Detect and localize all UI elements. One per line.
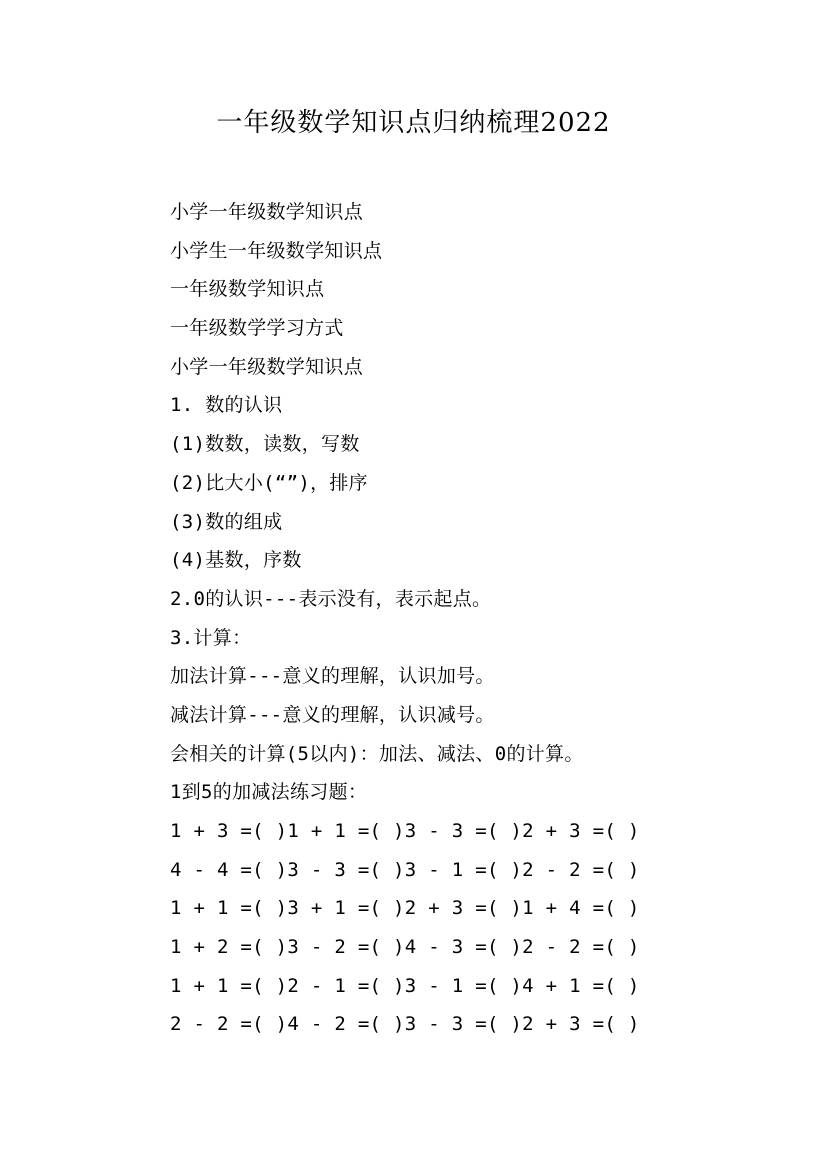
exercise-row: 1 + 1 =( )3 + 1 =( )2 + 3 =( )1 + 4 =( ): [170, 897, 640, 920]
body-line: 2.0的认识---表示没有，表示起点。: [170, 587, 492, 610]
section-heading: 小学一年级数学知识点: [170, 355, 364, 378]
body-line: 3.计算：: [170, 626, 252, 649]
body-line: 1. 数的认识: [170, 394, 283, 417]
exercise-row: 4 - 4 =( )3 - 3 =( )3 - 1 =( )2 - 2 =( ): [170, 858, 640, 881]
body-line: (3)数的组成: [170, 510, 283, 533]
body-line: 1到5的加减法练习题：: [170, 781, 368, 804]
body-line: (1)数数，读数，写数: [170, 433, 360, 456]
document-title: 一年级数学知识点归纳梳理2022: [216, 108, 611, 138]
body-line: 小学生一年级数学知识点: [170, 239, 383, 262]
exercise-row: 1 + 3 =( )1 + 1 =( )3 - 3 =( )2 + 3 =( ): [170, 820, 640, 842]
body-line: (4)基数，序数: [170, 549, 302, 572]
body-line: 小学一年级数学知识点: [170, 201, 364, 223]
exercise-row: 1 + 1 =( )2 - 1 =( )3 - 1 =( )4 + 1 =( ): [170, 974, 640, 997]
exercise-row: 1 + 2 =( )3 - 2 =( )4 - 3 =( )2 - 2 =( ): [170, 936, 640, 959]
body-line: 一年级数学学习方式: [170, 317, 344, 340]
body-line: 一年级数学知识点: [170, 278, 325, 301]
document-body: [170, 193, 810, 1044]
body-line: 会相关的计算(5以内)：加法、减法、0的计算。: [170, 742, 584, 765]
body-line: 减法计算---意义的理解，认识减号。: [170, 703, 495, 726]
body-line: 加法计算---意义的理解，认识加号。: [170, 665, 495, 688]
exercise-row: 2 - 2 =( )4 - 2 =( )3 - 3 =( )2 + 3 =( ): [170, 1013, 640, 1036]
body-line: (2)比大小(“”)，排序: [170, 471, 368, 494]
